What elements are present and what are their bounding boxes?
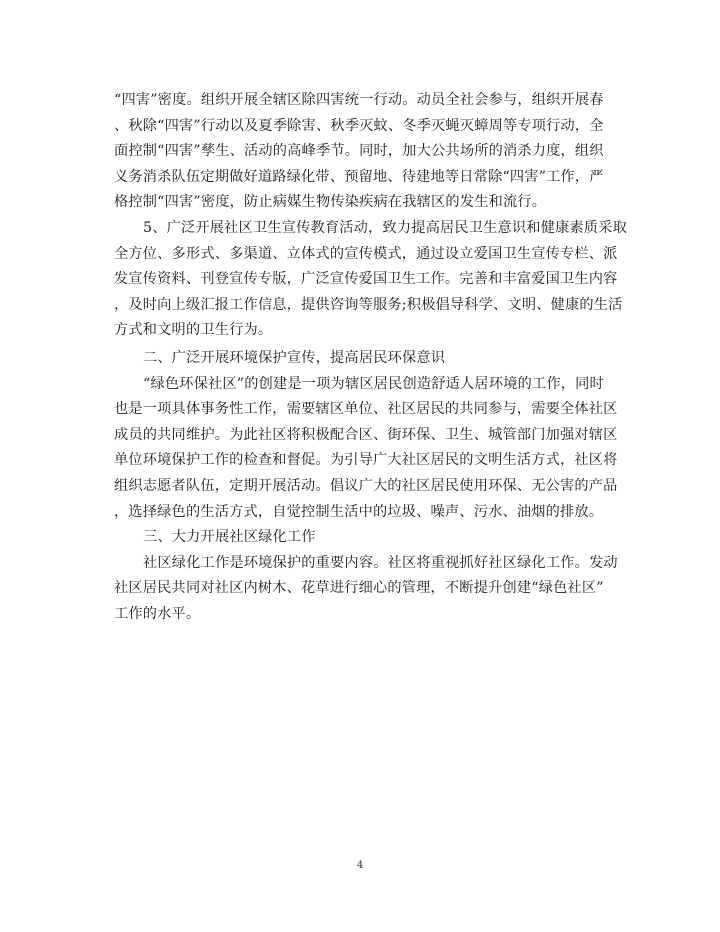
paragraph-line: 社区绿化工作是环境保护的重要内容。社区将重视抓好社区绿化工作。发动 — [143, 554, 618, 571]
paragraph-line: “四害”密度。组织开展全辖区除四害统一行动。动员全社会参与，组织开展春 — [114, 92, 604, 108]
paragraph-line: “绿色环保社区”的创建是一项为辖区居民创造舒适人居环境的工作，同时 — [143, 375, 604, 392]
paragraph-line: 成员的共同维护。为此社区将积极配合区、街环保、卫生、城管部门加强对辖区 — [114, 426, 618, 443]
paragraph-line: 面控制“四害”孳生、活动的高峰季节。同时，加大公共场所的消杀力度，组织 — [114, 143, 604, 160]
paragraph-line: 组织志愿者队伍，定期开展活动。倡议广大的社区居民使用环保、无公害的产品 — [114, 477, 618, 494]
paragraph-line: 也是一项具体事务性工作，需要辖区单位、社区居民的共同参与，需要全体社区 — [114, 401, 618, 418]
paragraph-line: ，选择绿色的生活方式，自觉控制生活中的垃圾、噪声、污水、油烟的排放。 — [114, 503, 604, 520]
paragraph-line: 发宣传资料、刊登宣传专版，广泛宣传爱国卫生工作。完善和丰富爱国卫生内容 — [114, 271, 618, 288]
paragraph-line: 、秋除“四害”行动以及夏季除害、秋季灭蚊、冬季灭蝇灭蟑周等专项行动，全 — [114, 117, 604, 134]
paragraph-line: 义务消杀队伍定期做好道路绿化带、预留地、待建地等日常除“四害”工作，严 — [114, 168, 604, 185]
section-heading: 三、大力开展社区绿化工作 — [143, 529, 316, 546]
paragraph-line: ，及时向上级汇报工作信息，提供咨询等服务;积极倡导科学、文明、健康的生活 — [114, 296, 623, 313]
paragraph-line: 工作的水平。 — [114, 605, 201, 622]
document-body — [114, 88, 628, 627]
paragraph-line: 5、广泛开展社区卫生宣传教育活动，致力提高居民卫生意识和健康素质采取 — [143, 219, 628, 236]
section-heading: 二、广泛开展环境保护宣传，提高居民环保意识 — [143, 349, 446, 366]
paragraph-line: 社区居民共同对社区内树木、花草进行细心的管理，不断提升创建“绿色社区” — [114, 580, 604, 597]
paragraph-line: 单位环境保护工作的检查和督促。为引导广大社区居民的文明生活方式，社区将 — [114, 452, 618, 469]
paragraph-line: 方式和文明的卫生行为。 — [114, 322, 273, 339]
paragraph-line: 格控制“四害”密度，防止病媒生物传染疾病在我辖区的发生和流行。 — [114, 194, 547, 211]
page-number: 4 — [356, 860, 364, 871]
paragraph-line: 全方位、多形式、多渠道、立体式的宣传模式，通过设立爱国卫生宣传专栏、派 — [114, 245, 618, 262]
